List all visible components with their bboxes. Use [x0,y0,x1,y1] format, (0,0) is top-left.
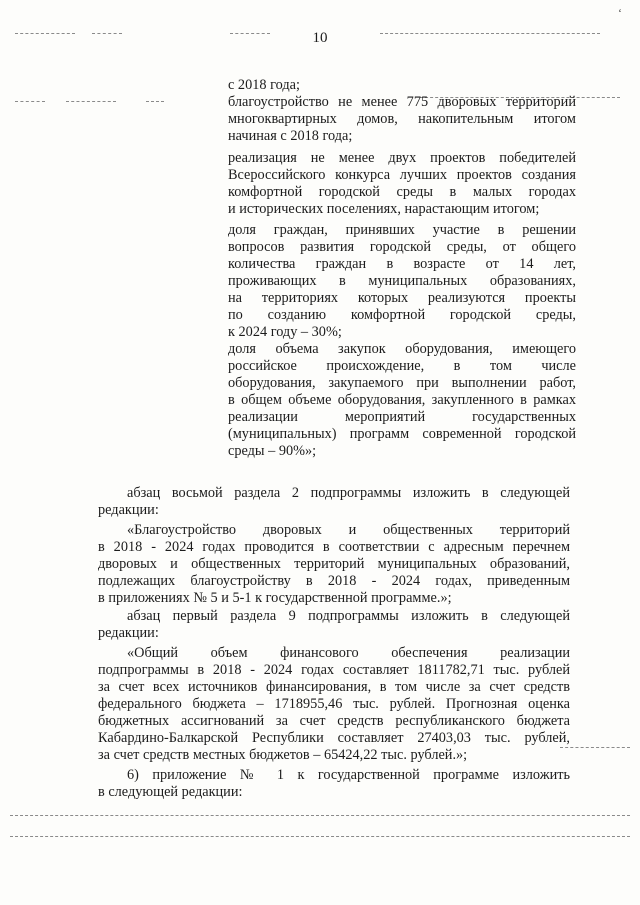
scan-artifact-line [146,101,164,102]
paragraph-line: в следующей редакции: [98,784,243,800]
paragraph-line: бюджетных ассигнований за счет средств республиканского бюджета [98,713,570,729]
paragraph-line: редакции: [98,625,159,641]
indicator-line: на территориях которых реализуются проекты [228,290,576,306]
indicator-line: комфортной городской среды в малых городах [228,184,576,200]
scan-artifact-mark: ʻ [618,6,622,20]
paragraph-line: дворовых и общественных территорий муниципальных образований, [98,556,570,572]
paragraph-line: подлежащих благоустройству в 2018 - 2024 годах, приведенным [98,573,570,589]
indicator-line: российское происхождение, в том числе [228,358,576,374]
paragraph-line: «Благоустройство дворовых и общественных территорий [127,522,570,538]
indicator-line: многоквартирных домов, накопительным итогом [228,111,576,127]
indicator-line: начиная с 2018 года; [228,128,353,144]
indicator-line: среды – 90%»; [228,443,317,459]
indicator-line: (муниципальных) программ современной городской [228,426,576,442]
indicator-line: по созданию комфортной городской среды, [228,307,576,323]
indicator-line: с 2018 года; [228,77,300,93]
indicator-line: реализация не менее двух проектов победителей [228,150,576,166]
indicator-line: вопросов развития городской среды, от общего [228,239,576,255]
paragraph-line: редакции: [98,502,159,518]
paragraph-line: в 2018 - 2024 годах проводится в соответствии с адресным перечнем [98,539,570,555]
paragraph-line: 6) приложение № 1 к государственной программе изложить [127,767,570,783]
page-number: 10 [312,30,328,46]
indicator-line: Всероссийского конкурса лучших проектов создания [228,167,576,183]
indicator-line: благоустройство не менее 775 дворовых территорий [228,94,576,110]
indicator-line: реализации мероприятий государственных [228,409,576,425]
indicator-line: к 2024 году – 30%; [228,324,342,340]
paragraph-line: в приложениях № 5 и 5-1 к государственной программе.»; [98,590,452,606]
paragraph-line: абзац первый раздела 9 подпрограммы изложить в следующей [127,608,570,624]
scan-artifact-line [15,101,45,102]
paragraph-line: Кабардино-Балкарской Республики составляет 27403,03 тыс. рублей, [98,730,570,746]
indicator-line: в общем объеме оборудования, закупленного в рамках [228,392,576,408]
paragraph-line: «Общий объем финансового обеспечения реализации [127,645,570,661]
scan-artifact-line [66,101,116,102]
paragraph-line: абзац восьмой раздела 2 подпрограммы изложить в следующей [127,485,570,501]
indicator-line: доля объема закупок оборудования, имеющего [228,341,576,357]
paragraph-line: за счет средств местных бюджетов – 65424,22 тыс. рублей.»; [98,747,468,763]
scan-artifact-line [560,747,630,748]
paragraph-line: подпрограммы в 2018 - 2024 годах составляет 1811782,71 тыс. рублей [98,662,570,678]
indicator-line: оборудования, закупаемого при выполнении работ, [228,375,576,391]
scan-artifact-line [10,815,630,816]
indicator-line: доля граждан, принявших участие в решении [228,222,576,238]
paragraph-line: за счет всех источников финансирования, в том числе за счет средств [98,679,570,695]
indicator-line: и исторических поселениях, нарастающим итогом; [228,201,540,217]
indicator-line: количества граждан в возрасте от 14 лет, [228,256,576,272]
indicator-line: проживающих в муниципальных образованиях, [228,273,576,289]
paragraph-line: федерального бюджета – 1718955,46 тыс. рублей. Прогнозная оценка [98,696,570,712]
scan-artifact-line [10,836,630,837]
